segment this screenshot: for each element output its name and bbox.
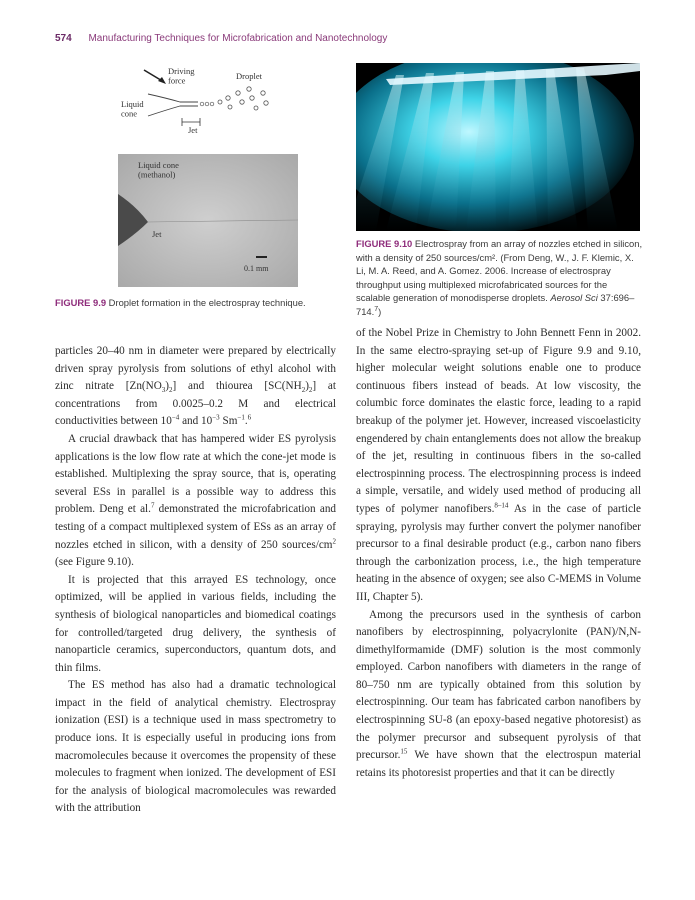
label-line: cone xyxy=(121,108,138,119)
droplets xyxy=(218,87,268,110)
figure-9-10-caption-end: ) xyxy=(378,305,382,317)
droplet-formation-diagram xyxy=(118,62,298,152)
text-run: ] and thiourea [SC(NH xyxy=(172,380,302,393)
figure-9-10-caption-ref: 7 xyxy=(374,305,379,313)
superscript: 8–14 xyxy=(494,501,509,510)
text-run: A crucial drawback that has hampered wider ES pyrolysis applications is the low flow rate at which the cone-jet mode is established. Multiplexing the spray source, that is, operating several ESs in parallel is a possible way to address this problem. Deng et al. xyxy=(55,432,336,516)
superscript: −1 xyxy=(237,413,245,422)
text-run: (see Figure 9.10). xyxy=(55,556,134,569)
text-run: ] at concentrations from 0.0025–0.2 M and electrical conductivities between 10 xyxy=(55,380,336,428)
figure-9-9-caption xyxy=(55,296,345,310)
figure-9-10-caption xyxy=(356,237,644,319)
running-title: Manufacturing Techniques for Microfabrication and Nanotechnology xyxy=(88,33,388,44)
text-run: We have shown that the electrospun material retains its photoresist properties and that it can be directly xyxy=(356,749,641,779)
label-droplet: Droplet xyxy=(236,71,262,81)
left-column xyxy=(55,343,336,818)
text-run: and 10 xyxy=(179,415,213,428)
text-run: As in the case of particle spraying, pyrolysis may further convert the polymer nanofiber precursor to a final desirable product (e.g., carbon nano fibers through the carbonization process, i.e., the high temperature heating in the absence of oxygen; see also C-MEMS in Volume III, Chapter 5). xyxy=(356,502,641,603)
subscript: 3 xyxy=(161,386,166,395)
left-paragraph-2 xyxy=(55,431,336,572)
scale-bar xyxy=(256,256,267,258)
text-run: ) xyxy=(165,380,170,393)
label-line: force xyxy=(168,75,186,86)
cone-upper-edge xyxy=(148,94,198,102)
subscript: 2 xyxy=(301,386,306,395)
figure-9-10 xyxy=(356,63,640,231)
superscript: 7 xyxy=(150,501,155,510)
figure-9-10-label: FIGURE 9.10 xyxy=(356,238,413,249)
jet-beads xyxy=(200,102,214,106)
figure-9-9-label: FIGURE 9.9 xyxy=(55,297,107,308)
micrograph-image xyxy=(118,154,298,287)
left-paragraph-1 xyxy=(55,343,336,431)
label-driving-force: Driving force xyxy=(168,66,195,86)
figure-9-9 xyxy=(118,62,298,287)
scale-label: 0.1 mm xyxy=(244,264,269,273)
text-run: particles 20–40 nm in diameter were prepared by electrically driven spray pyrolysis from solutions of ethyl alcohol with zinc nitrate [Zn(NO xyxy=(55,345,336,393)
right-column xyxy=(356,325,641,782)
force-arrow-head xyxy=(158,77,166,84)
text-run: Among the precursors used in the synthesis of carbon nanofibers by electrospinning, polyacrylonite (PAN)/N,N-dimethylformamide (DMF) solution is the most commonly employed. Carbon nanofibers with diameters in the range of 80–750 nm are typically obtained from this solution by electrospinning. Our team has fabricated carbon nanofibers by electrospinning SU-8 (an epoxy-based negative photoresist) as the polymer precursor and subsequent pyrolysis of that precursor. xyxy=(356,608,641,762)
figure-9-10-caption-tail: 37:696–714. xyxy=(356,292,635,317)
cone-lower-edge xyxy=(148,106,198,116)
label-liquid-cone: Liquid cone xyxy=(121,99,144,119)
superscript: −3 xyxy=(212,413,220,422)
text-run: demonstrated the microfabrication and testing of a compact multiplexed system of ESs as an array of nozzles etched in silicon, with a density of 250 sources/cm xyxy=(55,503,337,551)
subscript: 2 xyxy=(169,386,173,395)
electrospray-array-photo xyxy=(356,63,640,231)
figure-9-9-caption-text: Droplet formation in the electrospray technique. xyxy=(108,297,306,308)
superscript: −4 xyxy=(171,413,180,422)
figure-9-10-caption-journal: Aerosol Sci xyxy=(550,292,598,304)
text-run: Sm xyxy=(219,415,238,428)
photo-label-liquid-cone: Liquid cone (methanol) xyxy=(138,160,179,180)
text-run: . xyxy=(244,415,248,428)
text-run: of the Nobel Prize in Chemistry to John Bennett Fenn in 2002. In the same electro-spraying set-up of Figure 9.9 and 9.10, higher molecular weight solutions enable one to produce continuous fibers instead of beads. At low viscosity, the columbic force dominates the elastic force, leading to a rapid breakup of the polymer jet. However, increased viscoelasticity engendered by chain entanglements does not allow the breakup of the jet, resulting in continuous fibers in the so-called electrospinning process. The electrospinning process is indeed a simple, versatile, and widely used method of producing all types of polymer nanofibers. xyxy=(356,327,641,515)
left-paragraph-4: The ES method has also had a dramatic technological impact in the field of analytical chemistry. Electrospray ionization (ESI) is a technique used in mass spectrometry to produce ions. It is especially useful in producing ions from macromolecules because it overcomes the propensity of these molecules to fragment when ionized. The development of ESI for the analysis of biological macromolecules was rewarded with the attribution xyxy=(55,679,336,815)
superscript: 6 xyxy=(247,413,252,422)
label-jet: Jet xyxy=(188,125,198,135)
liquid-cone-micrograph xyxy=(118,154,298,287)
running-header xyxy=(55,33,387,44)
label-line: (methanol) xyxy=(138,169,176,180)
page-number: 574 xyxy=(55,33,72,44)
right-paragraph-2 xyxy=(356,607,641,783)
right-paragraph-1 xyxy=(356,325,641,607)
figure-9-10-caption-text: Electrospray from an array of nozzles etched in silicon, with a density of 250 sources/cm². (From Deng, W., J. F. Klemic, X. Li, M. A. Reed, and A. Gomez. 2006. Increase of electrospray throughput using multiplexed microfabricated sources for the scalable generation of monodisperse droplets. xyxy=(356,238,643,304)
photo-label-jet: Jet xyxy=(152,229,162,239)
superscript: 15 xyxy=(400,747,408,756)
left-paragraph-3: It is projected that this arrayed ES technology, once optimized, will be applied in various fields, including the synthesis of biological nanoparticles and biomedical coatings for controlled/targeted drug delivery, the synthesis of nanoparticle ceramics, superconductors, quantum dots, and thin films. xyxy=(55,573,336,674)
text-run: ) xyxy=(305,380,309,393)
superscript: 2 xyxy=(332,536,336,545)
subscript: 2 xyxy=(308,386,313,395)
